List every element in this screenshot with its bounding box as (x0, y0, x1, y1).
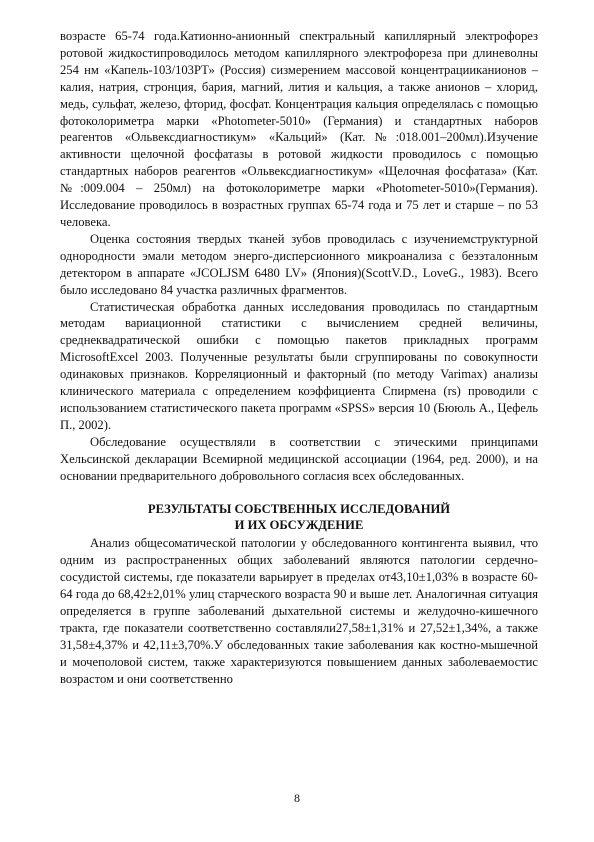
section-heading-line-2: И ИХ ОБСУЖДЕНИЕ (234, 518, 364, 533)
paragraph-ethics: Обследование осуществляли в соответствии с этическими принципами Хельсинской декларации Всемирной медицинской ассоциации (1964, ред. 2000), и на основании предварительного добровольного согласия всех обследованных. (60, 434, 538, 483)
paragraph-statistics: Статистическая обработка данных исследования проводилась по стандартным методам вариационной статистики с вычислением средней величины, среднеквадратической ошибки с помощью пакетов прикладных программ MicrosoftExcel 2003. Полученные результаты были сгруппированы по совокупности одинаковых признаков. Корреляционный и факторный (по методу Varimax) анализы клинического материала с определением коэффициента Спирмена (rs) проводили с использованием статистического пакета программ «SPSS» версия 10 (Бююль А., Цефель П., 2002). (60, 299, 538, 432)
body-text (60, 28, 538, 688)
paragraph-methods-continued: возрасте 65-74 года.Катионно-анионный спектральный капиллярный электрофорез ротовой жидкостипроводилось методом капиллярного электрофореза при длиневолны 254 нм «Капель-103/103РТ» (Россия) сизмерением массовой концентрацииканионов – калия, натрия, стронция, бария, магний, лития и кальция, а также анионов – хлорид, медь, сульфат, железо, фторид, фосфат. Концентрация кальция определялась с помощью фотоколориметра марки «Photometer-5010» (Германия) и стандартных наборов реагентов «Ольвексдиагностикум» «Кальций» (Кат.№:018.001–200мл).Изучение активности щелочной фосфатазы в ротовой жидкости проводилось с помощью стандартных наборов реагентов «Ольвексдиагностикум» «Щелочная фосфатаза» (Кат.№:009.004 – 250мл) на фотоколориметре марки «Photometer-5010»(Германия). Исследование проводилось в возрастных группах 65-74 года и 75 лет и старше – по 53 человека. (60, 29, 538, 229)
paragraph-enamel-assessment: Оценка состояния твердых тканей зубов проводилась с изучениемструктурной однородности эмали методом энерго-дисперсионного микроанализа с безэталонным детектором в аппарате «JCOLJSM 6480 LV» (Япония)(ScottV.D., LoveG., 1983). Всего было исследовано 84 участка различных фрагментов. (60, 231, 538, 297)
page-number: 8 (294, 791, 300, 805)
section-heading-line-1: РЕЗУЛЬТАТЫ СОБСТВЕННЫХ ИССЛЕДОВАНИЙ (147, 502, 451, 517)
paragraph-results: Анализ общесоматической патологии у обследованного контингента выявил, что одним из распространенных общих заболеваний являются патологии сердечно-сосудистой системы, где показатели варьирует в пределах от43,10±1,03% в возрасте 60-64 года до 68,42±2,01% улиц старческого возраста 90 и выше лет. Аналогичная ситуация определяется в группе заболеваний дыхательной системы и желудочно-кишечного тракта, где показатели соответственно составляли27,58±1,31% и 27,52±1,34%, а также 31,58±4,37% и 42,11±3,70%.У обследованных такие заболевания как костно-мышечной и мочеполовой систем, также характеризуются повышением данных заболеваемостис возрастом и они соответственно (60, 536, 538, 686)
section-heading (60, 501, 538, 533)
